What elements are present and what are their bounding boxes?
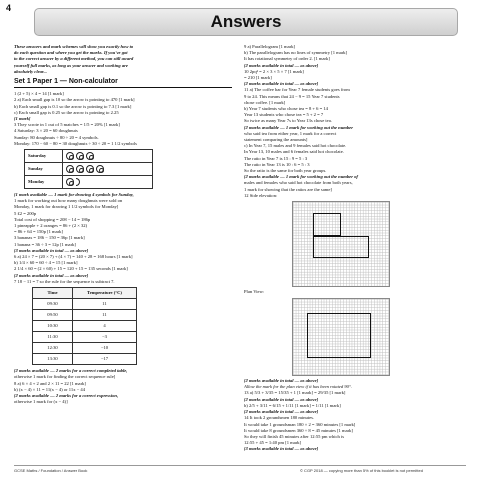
answer-line: 1 mark for showing that the ratios are the same] [244, 186, 332, 192]
answer-line: [2 marks available in total — as above] [14, 272, 89, 278]
footer-rule [14, 465, 466, 466]
intro-line: absolutely clear... [14, 68, 47, 74]
answer-line: In Year 13, 10 males and 6 females said hot chocolate. [244, 149, 344, 155]
pictogram-symbols [63, 150, 153, 163]
table-header-time: Time [33, 288, 73, 299]
answer-line: 1 banana = 36 ÷ 3 = 12p [1 mark] [14, 241, 76, 247]
answer-line: So the ratio is the same for both year groups. [244, 168, 327, 174]
answer-line: [2 marks available in total — as above] [244, 62, 319, 68]
answer-line: The ratio in Year 7 is 15 : 9 = 5 : 3 [244, 155, 308, 161]
answer-line: [2 marks available — 2 marks for a correct expression, [14, 392, 119, 398]
answer-line: Monday, 1 mark for drawing 1 1/2 symbols for Monday] [14, 204, 119, 210]
intro-line: yourself full marks, as long as your answer and working are [14, 62, 128, 68]
answer-line: Year 13 students who chose tea = 5 + 2 = 7 [244, 112, 324, 118]
answer-line: So twice as many Year 7s to Year 13s chose tea. [244, 118, 332, 124]
plan-view-inner-line [307, 313, 371, 314]
intro-text [14, 44, 232, 75]
pictogram-symbols [63, 176, 153, 189]
answer-line: 1 mark for working out how many doughnuts were sold on [14, 198, 123, 204]
half-doughnut-symbol-icon [76, 178, 80, 186]
answer-line: 2 a) Each small gap is 10 so the arrow is pointing to 470 [1 mark] [14, 97, 135, 103]
time-cell: 09:30 [33, 299, 73, 310]
doughnut-symbol-icon [66, 152, 74, 160]
answer-line: b) The parallelogram has no lines of symmetry [1 mark] [244, 50, 348, 56]
answers-block-q7-q8 [14, 368, 232, 405]
answer-line: It has rotational symmetry of order 2. [1 mark] [244, 56, 330, 62]
answer-line: [2 marks available in total — as above] [244, 378, 319, 384]
answer-line: 14 It took 2 groundsmen 180 minutes. [244, 415, 315, 421]
intro-line: These answers and mark schemes will show you exactly how to [14, 44, 134, 49]
pictogram-row [25, 163, 153, 176]
answer-line: statement comparing the amounts] [244, 137, 308, 143]
time-cell: 13:30 [33, 354, 73, 365]
answers-block-q4-q7 [14, 192, 232, 285]
answer-line: [2 marks available — 1 mark for working out the number [244, 124, 353, 130]
answer-line: 9 a) Parallelogram [1 mark] [244, 44, 296, 49]
answer-line: 5 £2 = 200p [14, 210, 37, 216]
table-row [33, 299, 137, 310]
temperature-cell: 11 [73, 310, 137, 321]
pictogram-row [25, 176, 153, 189]
answer-line: otherwise 1 mark for finding the correct sequence rule] [14, 374, 116, 380]
time-cell: 10:30 [33, 321, 73, 332]
answers-block-q12-q14 [244, 378, 466, 452]
intro-line: to the correct answer by a different method, you can still award [14, 56, 134, 62]
plan-view-grid [292, 298, 390, 376]
answer-line: 8 a) 6 × 4 + 2 and 2 × 11 = 22 [1 mark] [14, 380, 86, 386]
answer-line: 1 pineapple + 2 oranges = 86 + (2 × 32) [14, 223, 88, 229]
answer-line: c) In Year 7, 15 males and 9 females said hot chocolate. [244, 143, 347, 149]
pictogram-table [24, 149, 153, 189]
answer-line: [2 marks available — 2 marks for a correct completed table, [14, 368, 128, 374]
answer-line: 3 bananas = 186 − 150 = 36p [1 mark] [14, 235, 85, 241]
answer-line: b) 2/5 + 3/11 = 6/15 + 1/11 [1 mark] = 1/11 [1 mark] [244, 402, 341, 408]
answer-line: = 86 + 64 = 150p [1 mark] [14, 229, 63, 235]
table-row [33, 354, 137, 365]
plan-view-outer-shape [307, 313, 371, 358]
answer-line: Monday: 170 − 60 − 80 = 30 doughnuts ÷ 30 ÷ 20 = 1 1/2 symbols [14, 140, 137, 146]
plan-view-label: Plan View: [244, 289, 265, 295]
doughnut-symbol-icon [66, 178, 74, 186]
doughnut-symbol-icon [76, 165, 84, 173]
answer-line: The ratio in Year 13 is 10 : 6 = 5 : 3 [244, 161, 310, 167]
answers-block-q1-q4 [14, 91, 232, 147]
set-title: Set 1 Paper 1 — Non-calculator [14, 79, 232, 88]
answer-line: b) Each small gap is 0.1 so the arrow is pointing to 7.3 [1 mark] [14, 103, 132, 109]
footer-book-title: GCSE Maths / Foundation / Answer Book [14, 468, 88, 473]
side-elevation-shape-upper [313, 213, 341, 235]
answer-line: Allow the mark for the plan view if it has been rotated 90°. [244, 384, 352, 390]
time-cell: 11:30 [33, 332, 73, 343]
answer-line: = 210 [1 mark] [244, 75, 272, 81]
answer-line: 4 Saturday: 3 × 20 = 60 doughnuts [14, 128, 78, 134]
temperature-cell: −10 [73, 343, 137, 354]
side-elevation-shape [313, 236, 369, 258]
page-number: 4 [6, 3, 12, 13]
doughnut-symbol-icon [96, 165, 104, 173]
answer-line: b) Year 7 students who chose tea = 8 + 6 = 14 [244, 106, 328, 112]
answer-line: males and females who said hot chocolate from both years, [244, 180, 353, 186]
pictogram-row [25, 150, 153, 163]
pictogram-day-label: Sunday [25, 163, 63, 176]
answer-line: [3 marks available in total — as above] [14, 247, 89, 253]
table-row [33, 310, 137, 321]
answer-line: otherwise 1 mark for (x − 4)] [14, 399, 68, 405]
banner-title: Answers [210, 12, 282, 31]
answer-line: 1 (2 + 5) × 4 = 14 [1 mark] [14, 91, 64, 97]
time-cell: 12:30 [33, 343, 73, 354]
answer-line: [2 marks available in total — as above] [244, 396, 319, 402]
doughnut-symbol-icon [66, 165, 74, 173]
answer-line: It would take 1 groundsman 180 × 2 = 360 minutes [1 mark] [244, 421, 356, 427]
temperature-cell: 11 [73, 299, 137, 310]
answer-line: chose coffee. [1 mark] [244, 99, 286, 105]
answer-line: [2 marks available — 1 mark for working out the number of [244, 174, 358, 180]
answer-line: 12:55 + 45 = 1:40 pm [1 mark] [244, 440, 302, 446]
answer-line: Total cost of shopping = 208 − 14 = 186p [14, 216, 91, 222]
table-row [33, 332, 137, 343]
plan-label-row [244, 289, 466, 296]
answer-line: 11 a) The coffee bar for Year 7 female students goes from [244, 87, 350, 93]
pictogram-day-label: Monday [25, 176, 63, 189]
table-header-temperature: Temperature (°C) [73, 288, 137, 299]
answer-line: c) Each small gap is 0.25 so the arrow is pointing to 2.25 [14, 109, 119, 115]
doughnut-symbol-icon [76, 152, 84, 160]
table-row [33, 343, 137, 354]
answer-line: [2 marks available in total — as above] [244, 81, 319, 87]
answer-line: [2 marks available in total — as above] [244, 409, 319, 415]
pictogram-day-label: Saturday [25, 150, 63, 163]
left-column [14, 44, 232, 405]
temperature-cell: −3 [73, 332, 137, 343]
answer-line: 2 1/4 × 60 = (2 × 60) + 15 = 120 + 15 = 135 seconds [1 mark] [14, 266, 128, 272]
answer-line: It would take 8 groundsmen 360 ÷ 8 = 45 minutes [1 mark] [244, 427, 353, 433]
temperature-table [32, 287, 137, 365]
footer-copyright: © CGP 2018 — copying more than 5% of this booklet is not permitted [300, 468, 423, 473]
intro-line: do each question and where you get the marks. If you've got [14, 50, 128, 56]
side-elevation-grid [292, 201, 390, 287]
answer-line: [3 marks available in total — as above] [244, 446, 319, 452]
right-column [244, 44, 466, 453]
answer-line: 9 to 24. This means that 24 − 9 = 15 Year 7 students [244, 93, 340, 99]
answers-block-q9-q12 [244, 44, 466, 199]
temperature-cell: −17 [73, 354, 137, 365]
answer-line: So they will finish 45 minutes after 12:55 pm which is [244, 433, 345, 439]
answer-line: Sunday: 80 doughnuts ÷ 80 ÷ 20 = 4 symbols. [14, 134, 99, 140]
time-cell: 09:50 [33, 310, 73, 321]
answers-banner [34, 8, 458, 36]
answer-line: 6 a) 24 × 7 = (20 × 7) + (4 × 7) = 140 + 28 = 168 hours [1 mark] [14, 254, 133, 260]
answer-line: who said tea from either year, 1 mark for a correct [244, 130, 337, 136]
pictogram-symbols [63, 163, 153, 176]
answer-line: b) (x − 4) × 11 = 11(x − 4) or 11x − 44 [14, 386, 86, 392]
temperature-cell: 4 [73, 321, 137, 332]
answer-line: 13 a) 5/3 + 3/35 = 15/35 + 1 [1 mark] = 29/35 [1 mark] [244, 390, 346, 396]
answer-line: [1 mark] [14, 116, 31, 122]
doughnut-symbol-icon [86, 165, 94, 173]
answer-line: 3 They scrote in 1 out of 5 matches = 1/5 = 20% [1 mark] [14, 122, 120, 128]
answer-line: [1 mark available — 1 mark for drawing 4 symbols for Sunday, [14, 192, 134, 198]
answer-line: 7 18 − 11 = 7 so the rule for the sequence is subtract 7. [14, 278, 115, 284]
table-row [33, 321, 137, 332]
doughnut-symbol-icon [86, 152, 94, 160]
answer-line: b) 1/4 × 60 = 60 ÷ 4 = 15 [1 mark] [14, 260, 78, 266]
answer-line: 10 2pq² = 2 × 3 × 5 × 7 [1 mark] [244, 68, 304, 74]
answer-line: 12 Side elevation: [244, 192, 278, 198]
